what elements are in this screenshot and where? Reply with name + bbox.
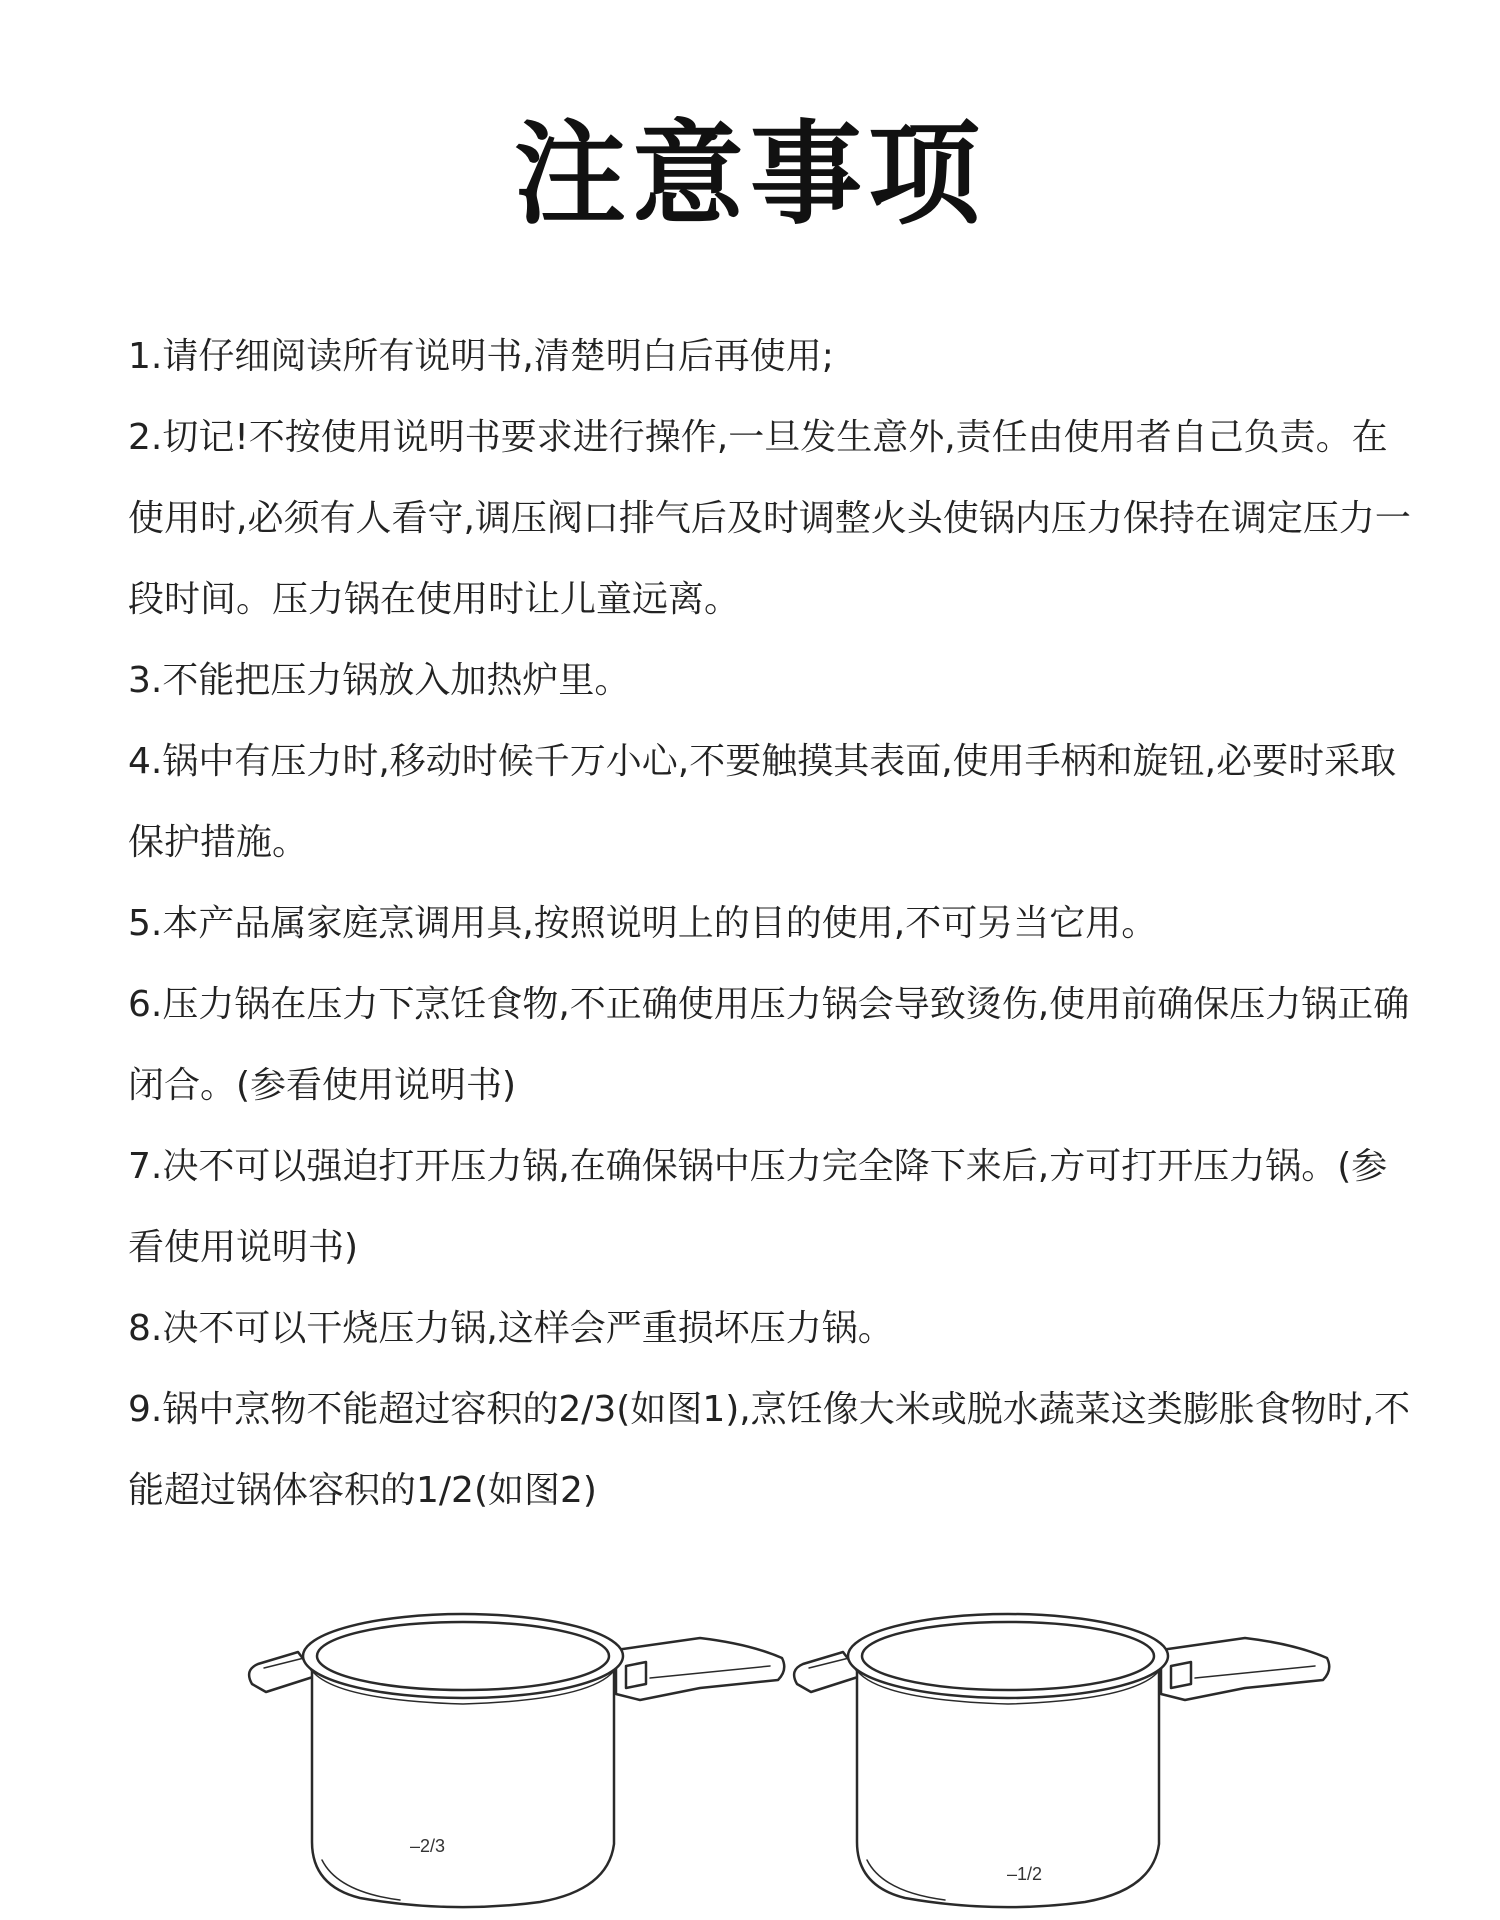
list-item: 7.决不可以强迫打开压力锅,在确保锅中压力完全降下来后,方可打开压力锅。(参看使用说明书)	[128, 1146, 1388, 1268]
list-item: 3.不能把压力锅放入加热炉里。	[128, 660, 631, 701]
fill-mark-label: –2/3	[410, 1836, 446, 1856]
list-item: 6.压力锅在压力下烹饪食物,不正确使用压力锅会导致烫伤,使用前确保压力锅正确闭合。(参看使用说明书)	[128, 984, 1410, 1106]
list-item: 8.决不可以干烧压力锅,这样会严重损坏压力锅。	[128, 1308, 894, 1349]
pressure-cooker-figure-1	[230, 1580, 790, 1920]
pressure-cooker-icon	[775, 1580, 1335, 1920]
list-item: 2.切记!不按使用说明书要求进行操作,一旦发生意外,责任由使用者自己负责。在使用时,必须有人看守,调压阀口排气后及时调整火头使锅内压力保持在调定压力一段时间。压力锅在使用时让儿童远离。	[128, 417, 1411, 620]
list-item: 5.本产品属家庭烹调用具,按照说明上的目的使用,不可另当它用。	[128, 903, 1158, 944]
list-item: 4.锅中有压力时,移动时候千万小心,不要触摸其表面,使用手柄和旋钮,必要时采取保护措施。	[128, 741, 1397, 863]
fill-mark-label: –1/2	[1007, 1864, 1043, 1884]
pressure-cooker-icon	[230, 1580, 790, 1920]
pressure-cooker-figure-2	[775, 1580, 1335, 1920]
list-item: 9.锅中烹物不能超过容积的2/3(如图1),烹饪像大米或脱水蔬菜这类膨胀食物时,不能超过锅体容积的1/2(如图2)	[128, 1389, 1411, 1511]
list-item: 1.请仔细阅读所有说明书,清楚明白后再使用;	[128, 336, 834, 377]
precautions-list	[128, 316, 1418, 1531]
page-title: 注意事项	[514, 110, 986, 240]
